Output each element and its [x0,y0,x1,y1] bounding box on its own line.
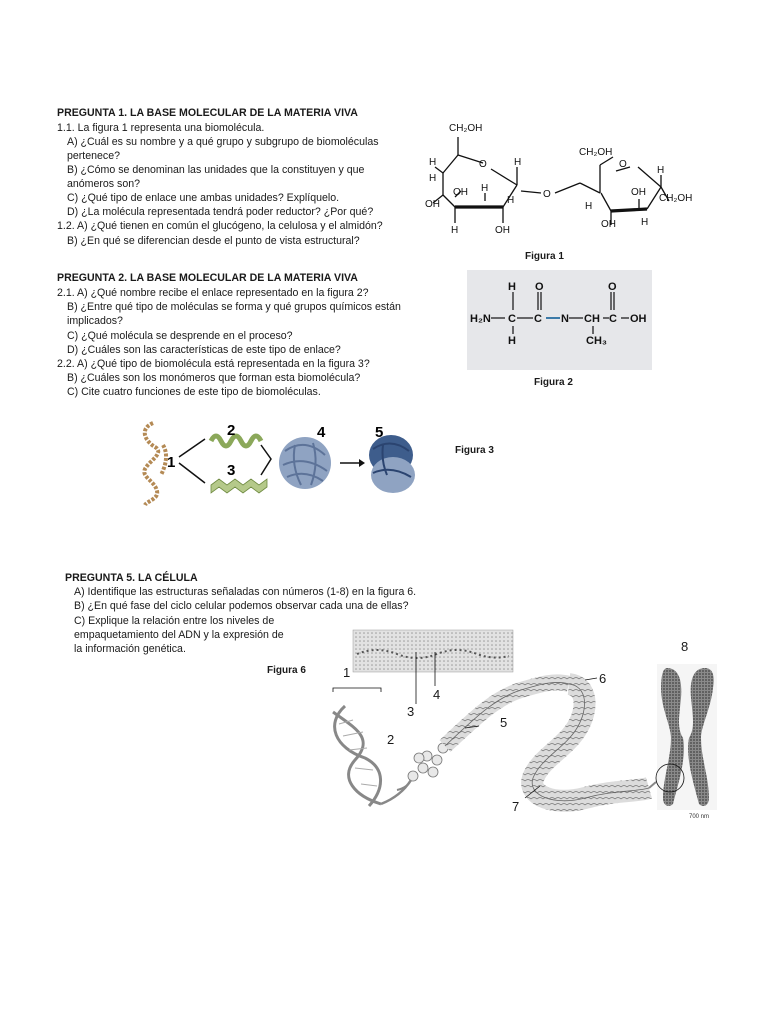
q2-line-5: D) ¿Cuáles son las características de este tipo de enlace? [67,344,341,356]
h-label-8: H [585,201,593,212]
q1-line-5: anómeros son? [67,178,141,190]
n-label: N [561,313,569,325]
q1-line-3: pertenece? [67,150,121,162]
beta-sheet [211,479,267,493]
primary-chain [144,423,158,505]
tertiary-structure [279,437,331,489]
h-label-b: H [508,335,516,347]
h-label-1: H [429,157,437,168]
figure-2-dipeptide [467,270,652,370]
looped-domains [532,684,649,801]
figure-1-disaccharide [425,115,715,240]
ch-label: CH [584,313,600,325]
ch2oh-label-3: CH₂OH [659,193,693,204]
figure-2-label: Figura 2 [534,377,573,388]
h-label-6: H [451,225,459,236]
h2n-label: H₂N [470,313,491,325]
figure-3-label: Figura 3 [455,445,494,456]
h-label-a: H [508,281,516,293]
ch2oh-label-1: CH₂OH [449,123,483,134]
oh-label-3: OH [495,225,510,236]
fig3-num-5: 5 [375,424,384,441]
q1-line-2: A) ¿Cuál es su nombre y a qué grupo y subgrupo de biomoléculas [67,136,379,148]
fig6-num-4: 4 [433,687,441,702]
o-label-a: O [535,281,544,293]
fig3-num-3: 3 [227,462,236,479]
q2-title: PREGUNTA 2. LA BASE MOLECULAR DE LA MATERIA VIVA [57,272,358,284]
o-label-2: O [543,189,551,200]
q2-line-6: 2.2. A) ¿Qué tipo de biomolécula está representada en la figura 3? [57,358,370,370]
q1-line-9: B) ¿En qué se diferencian desde el punto de vista estructural? [67,235,360,247]
h-label-4: H [514,157,522,168]
q1-line-4: B) ¿Cómo se denominan las unidades que la constituyen y que [67,164,365,176]
q5-title: PREGUNTA 5. LA CÉLULA [65,572,198,584]
q2-line-4: C) ¿Qué molécula se desprende en el proceso? [67,330,293,342]
o-label-b: O [608,281,617,293]
h-label-7: H [657,165,665,176]
q2-line-3: implicados? [67,315,123,327]
q5-line-2: B) ¿En qué fase del ciclo celular podemos observar cada una de ellas? [74,600,409,612]
ch3-label: CH₃ [586,335,607,347]
fig3-num-4: 4 [317,424,326,441]
fig6-num-7: 7 [512,799,520,814]
h-label-2: H [429,173,437,184]
alpha-helix [211,436,261,446]
q1-line-7: D) ¿La molécula representada tendrá poder reductor? ¿Por qué? [67,206,374,218]
oh-label-a: OH [630,313,647,325]
c-label-3: C [609,313,617,325]
q1-line-1: 1.1. La figura 1 representa una biomolécula. [57,122,265,134]
oh-label-1: OH [425,199,440,210]
figure-3-protein-structure [135,415,435,507]
oh-label-4: OH [631,187,646,198]
o-label-3: O [619,159,627,170]
nucleosomes [408,743,448,781]
q1-line-8: 1.2. A) ¿Qué tienen en común el glucógeno, la celulosa y el almidón? [57,220,383,232]
fig3-num-2: 2 [227,422,236,439]
figure-1-label: Figura 1 [525,251,564,262]
figure-6-label: Figura 6 [267,665,306,676]
q2-line-2: B) ¿Entre qué tipo de moléculas se forma y qué grupos químicos están [67,301,401,313]
fig6-num-3: 3 [407,704,415,719]
h-label-3: H [481,183,489,194]
c-label-1: C [508,313,516,325]
q2-line-8: C) Cite cuatro funciones de este tipo de biomoléculas. [67,386,321,398]
double-helix [333,706,381,806]
q1-title: PREGUNTA 1. LA BASE MOLECULAR DE LA MATERIA VIVA [57,107,358,119]
q2-line-1: 2.1. A) ¿Qué nombre recibe el enlace representado en la figura 2? [57,287,369,299]
q5-line-5: la información genética. [74,643,186,655]
figure-6-dna-packaging [315,628,720,823]
h-label-9: H [641,217,649,228]
fig6-num-6: 6 [599,671,607,686]
oh-label-2: OH [453,187,468,198]
fig6-num-2: 2 [387,732,395,747]
ch2oh-label-2: CH₂OH [579,147,613,158]
q1-line-6: C) ¿Qué tipo de enlace une ambas unidades? Explíquelo. [67,192,340,204]
q5-line-3: C) Explique la relación entre los niveles de [74,615,275,627]
q5-line-4: empaquetamiento del ADN y la expresión de [74,629,284,641]
oh-label-5: OH [601,219,616,230]
fig6-num-8: 8 [681,639,689,654]
q5-line-1: A) Identifique las estructuras señaladas con números (1-8) en la figura 6. [74,586,417,598]
quaternary-structure [369,435,415,493]
c-label-2: C [534,313,542,325]
o-label-1: O [479,159,487,170]
fig6-num-5: 5 [500,715,508,730]
h-label-5: H [507,195,515,206]
fig3-num-1: 1 [167,454,176,471]
scale-label: 700 nm [689,814,710,820]
fig6-num-1: 1 [343,665,351,680]
q2-line-7: B) ¿Cuáles son los monómeros que forman esta biomolécula? [67,372,361,384]
